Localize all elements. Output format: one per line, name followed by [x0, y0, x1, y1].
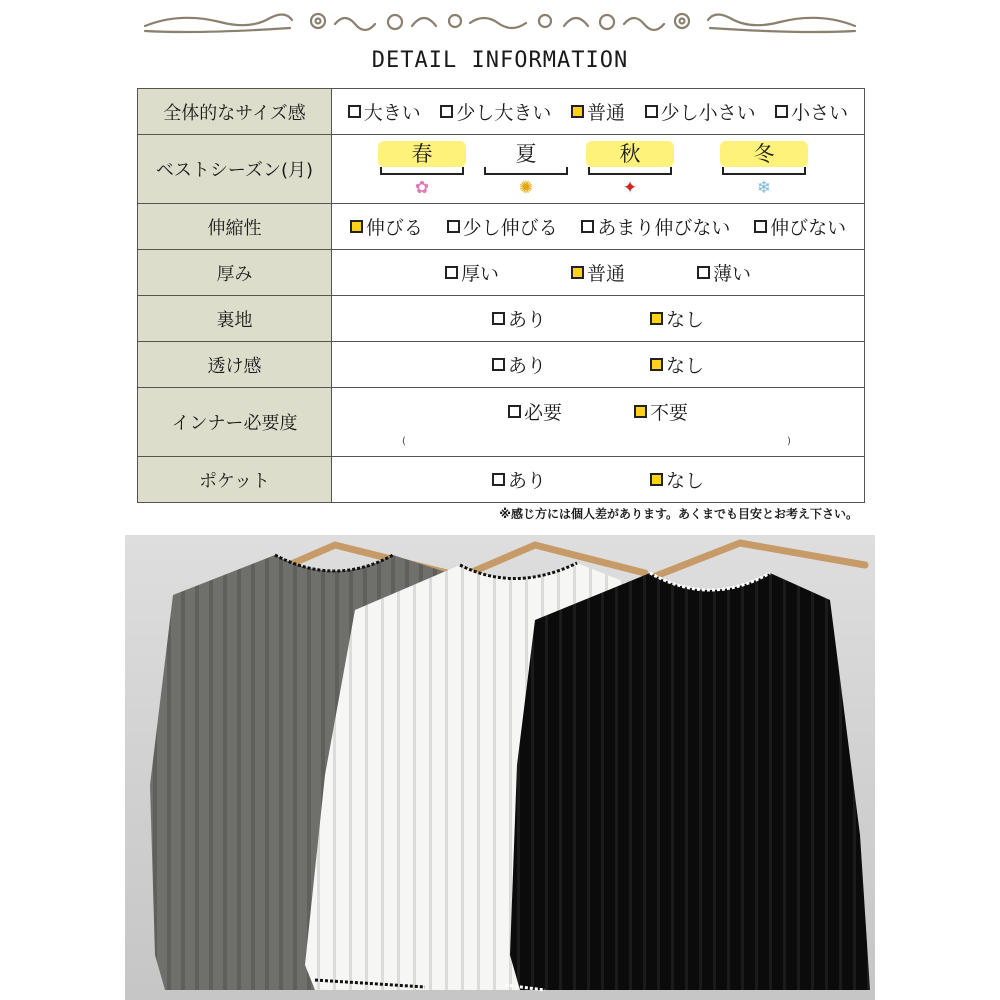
inner-options	[332, 398, 864, 425]
black-shirt	[505, 573, 870, 990]
option	[492, 305, 546, 332]
option-label: 少し大きい	[456, 102, 552, 124]
season-name: 秋	[586, 141, 674, 167]
row-season	[138, 135, 864, 204]
option	[492, 351, 546, 378]
option-label: 大きい	[363, 102, 421, 124]
sheer-options	[332, 342, 864, 387]
option-label: なし	[666, 309, 705, 331]
row-label: 透け感	[138, 342, 332, 387]
flower-icon: ✿	[414, 178, 430, 198]
option-label: 伸びる	[365, 217, 423, 239]
option	[581, 213, 730, 240]
row-sheer	[138, 342, 864, 388]
thickness-options	[332, 250, 864, 295]
disclaimer-note: ※感じ方には個人差があります。あくまでも目安とお考え下さい。	[499, 507, 858, 521]
row-label: 全体的なサイズ感	[138, 89, 332, 134]
season-name: 冬	[720, 141, 808, 167]
checkbox-icon	[492, 358, 505, 371]
option-label: なし	[666, 470, 705, 492]
season-spring	[378, 141, 466, 199]
row-inner	[138, 388, 864, 457]
option	[754, 213, 846, 240]
option-label: あり	[507, 309, 546, 331]
option-label: 少し伸びる	[462, 217, 558, 239]
stretch-options	[332, 204, 864, 249]
product-photo	[125, 535, 875, 1000]
option	[492, 466, 546, 493]
option-label: 少し小さい	[660, 102, 756, 124]
spec-table	[137, 88, 865, 503]
option	[697, 259, 751, 286]
checkbox-checked-icon	[571, 105, 584, 118]
checkbox-icon	[447, 220, 460, 233]
season-summer	[482, 141, 570, 199]
option	[650, 305, 704, 332]
option-label: あり	[507, 355, 546, 377]
checkbox-icon	[645, 105, 658, 118]
option	[571, 98, 625, 125]
row-lining	[138, 296, 864, 342]
decorative-flourish	[140, 4, 860, 44]
checkbox-checked-icon	[650, 358, 663, 371]
option-label: 普通	[586, 263, 625, 285]
checkbox-icon	[348, 105, 361, 118]
option-label: 不要	[650, 402, 689, 424]
option-label: 普通	[586, 102, 625, 124]
checkbox-icon	[492, 473, 505, 486]
page-title: DETAIL INFORMATION	[371, 48, 629, 73]
pocket-options	[332, 457, 864, 502]
maple-leaf-icon: ✦	[622, 178, 638, 198]
row-pocket	[138, 457, 864, 502]
option	[348, 98, 421, 125]
checkbox-checked-icon	[571, 266, 584, 279]
row-label: インナー必要度	[138, 388, 332, 456]
sunflower-icon: ✺	[518, 178, 534, 198]
season-autumn	[586, 141, 674, 199]
row-label: 伸縮性	[138, 204, 332, 249]
option-label: 小さい	[791, 102, 849, 124]
option-label: 伸びない	[770, 217, 847, 239]
option-label: 必要	[523, 402, 562, 424]
option	[634, 398, 688, 425]
option	[440, 98, 551, 125]
season-name: 春	[378, 141, 466, 167]
snowflake-icon: ❄	[756, 178, 772, 198]
checkbox-icon	[697, 266, 710, 279]
size-options	[332, 89, 864, 134]
option	[650, 466, 704, 493]
lining-options	[332, 296, 864, 341]
row-stretch	[138, 204, 864, 250]
inner-cell	[332, 388, 864, 456]
checkbox-icon	[508, 405, 521, 418]
checkbox-checked-icon	[650, 312, 663, 325]
checkbox-icon	[581, 220, 594, 233]
option-label: あり	[507, 470, 546, 492]
checkbox-icon	[445, 266, 458, 279]
checkbox-checked-icon	[634, 405, 647, 418]
option	[508, 398, 562, 425]
checkbox-icon	[754, 220, 767, 233]
row-thickness	[138, 250, 864, 296]
row-label: ポケット	[138, 457, 332, 502]
option	[571, 259, 625, 286]
option-label: なし	[666, 355, 705, 377]
option	[350, 213, 423, 240]
option	[645, 98, 756, 125]
season-name: 夏	[515, 142, 537, 166]
checkbox-icon	[440, 105, 453, 118]
option	[445, 259, 499, 286]
row-size	[138, 89, 864, 135]
option	[447, 213, 558, 240]
paren-close: )	[787, 436, 791, 447]
option	[775, 98, 848, 125]
shirts-illustration	[125, 535, 875, 1000]
checkbox-checked-icon	[650, 473, 663, 486]
checkbox-icon	[492, 312, 505, 325]
checkbox-icon	[775, 105, 788, 118]
option-label: 厚い	[460, 263, 499, 285]
option-label: あまり伸びない	[597, 217, 731, 239]
checkbox-checked-icon	[350, 220, 363, 233]
option-label: 薄い	[713, 263, 752, 285]
season-chart	[332, 135, 864, 203]
row-label: 裏地	[138, 296, 332, 341]
row-label: 厚み	[138, 250, 332, 295]
paren-open: (	[402, 436, 406, 447]
season-winter	[720, 141, 808, 199]
row-label: ベストシーズン(月)	[138, 135, 332, 203]
option	[650, 351, 704, 378]
